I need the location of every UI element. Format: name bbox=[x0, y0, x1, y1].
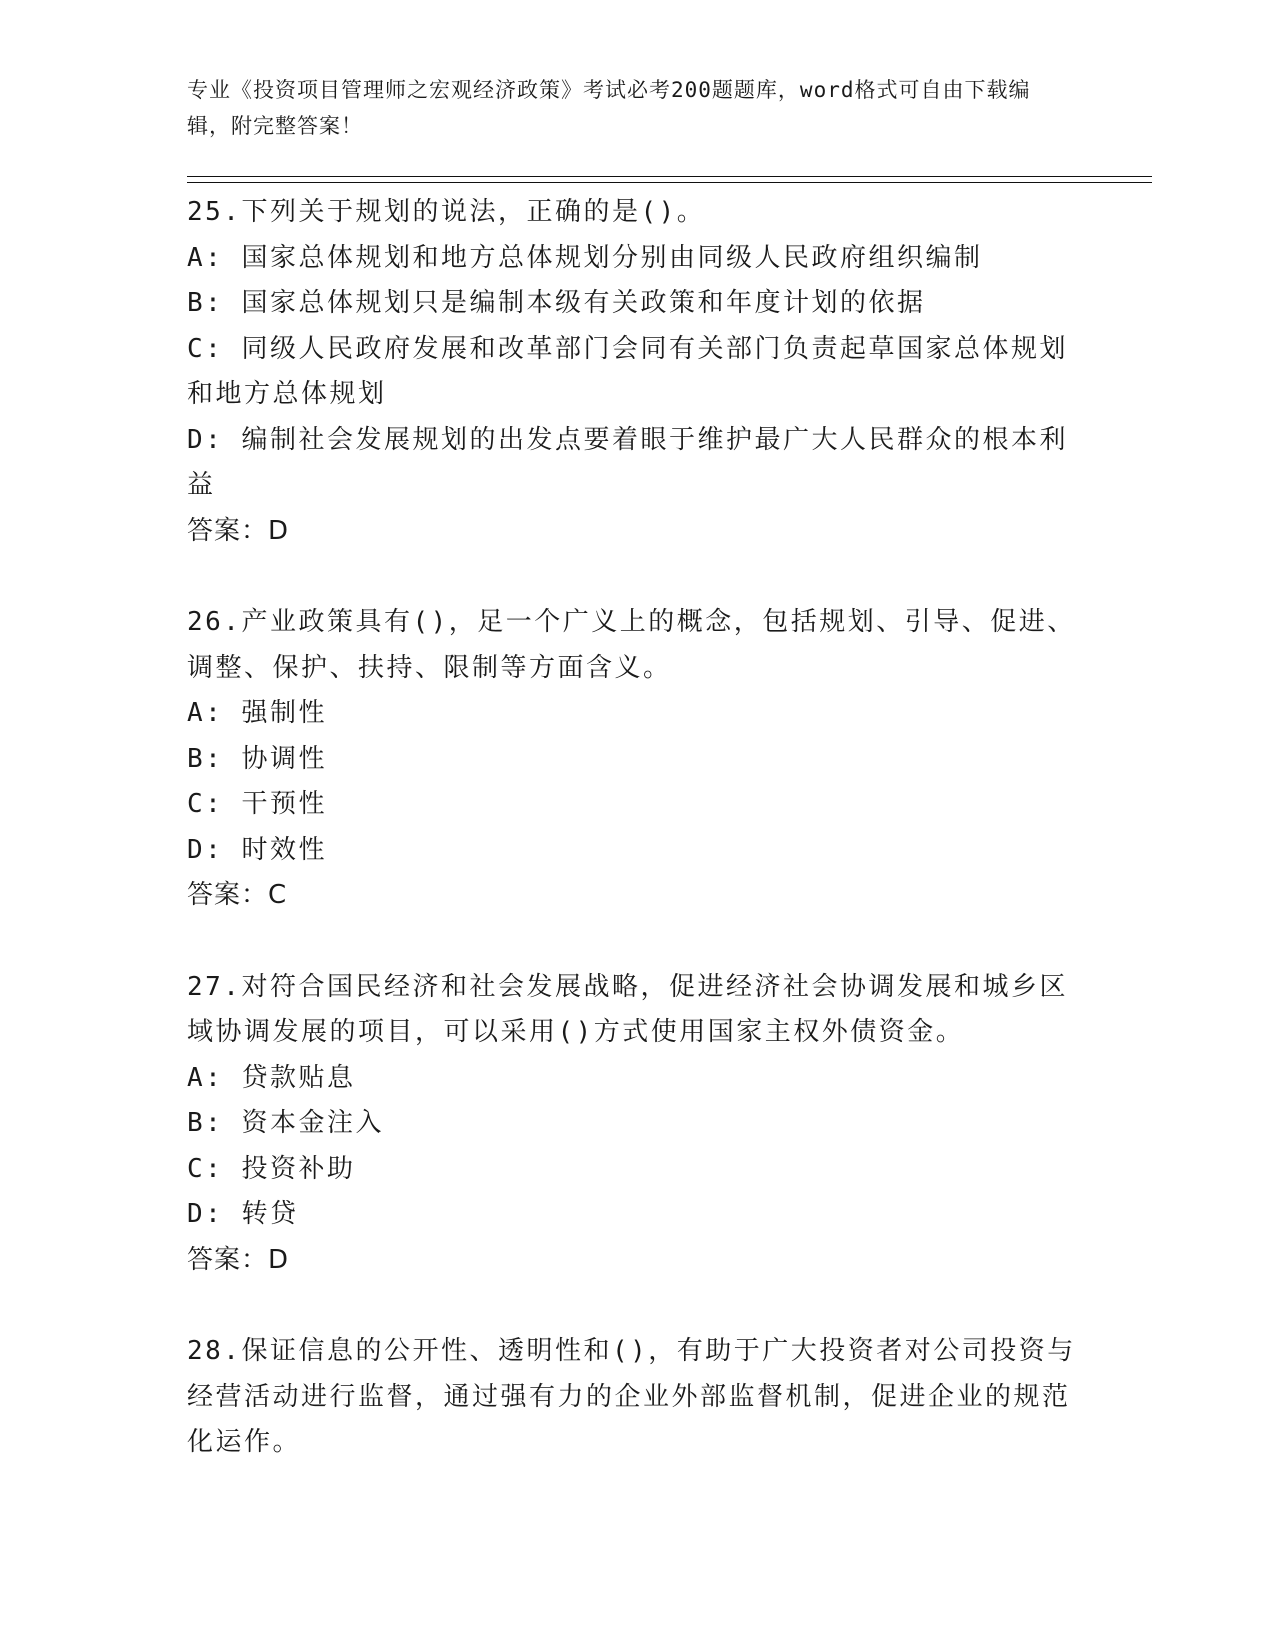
option-c: C: 投资补助 bbox=[187, 1153, 356, 1184]
document-intro: 专业《投资项目管理师之宏观经济政策》考试必考200题题库，word格式可自由下载编辑，附完整答案！ bbox=[187, 78, 1031, 138]
question-28 bbox=[187, 1329, 1077, 1466]
question-26 bbox=[187, 600, 1077, 919]
option-b: B: 国家总体规划只是编制本级有关政策和年度计划的依据 bbox=[187, 288, 926, 318]
option-b: B: 资本金注入 bbox=[187, 1108, 384, 1138]
option-d: D: 编制社会发展规划的出发点要着眼于维护最广大人民群众的根本利益 bbox=[187, 424, 1068, 500]
option-a: A: 贷款贴息 bbox=[187, 1062, 356, 1093]
question-stem: 26.产业政策具有()，足一个广义上的概念，包括规划、引导、促进、调整、保护、扶持、限制等方面含义。 bbox=[187, 607, 1076, 683]
question-list bbox=[187, 190, 1077, 1466]
option-c: C: 同级人民政府发展和改革部门会同有关部门负责起草国家总体规划和地方总体规划 bbox=[187, 333, 1068, 409]
option-a: A: 强制性 bbox=[187, 698, 327, 728]
answer: 答案：D bbox=[187, 1244, 290, 1275]
question-stem: 28.保证信息的公开性、透明性和()，有助于广大投资者对公司投资与经营活动进行监督，通过强有力的企业外部监督机制，促进企业的规范化运作。 bbox=[187, 1336, 1076, 1457]
header-divider-bottom bbox=[187, 182, 1152, 183]
answer: 答案：D bbox=[187, 515, 290, 546]
header-divider-top bbox=[187, 176, 1152, 177]
answer: 答案：C bbox=[187, 880, 288, 910]
option-a: A: 国家总体规划和地方总体规划分别由同级人民政府组织编制 bbox=[187, 242, 983, 273]
option-b: B: 协调性 bbox=[187, 743, 327, 774]
question-27 bbox=[187, 965, 1077, 1284]
option-c: C: 干预性 bbox=[187, 789, 327, 819]
question-stem: 27.对符合国民经济和社会发展战略，促进经济社会协调发展和城乡区域协调发展的项目，可以采用()方式使用国家主权外债资金。 bbox=[187, 971, 1068, 1047]
question-stem: 25.下列关于规划的说法，正确的是()。 bbox=[187, 197, 706, 227]
option-d: D: 时效性 bbox=[187, 834, 327, 865]
question-25 bbox=[187, 190, 1077, 554]
option-d: D: 转贷 bbox=[187, 1199, 299, 1229]
